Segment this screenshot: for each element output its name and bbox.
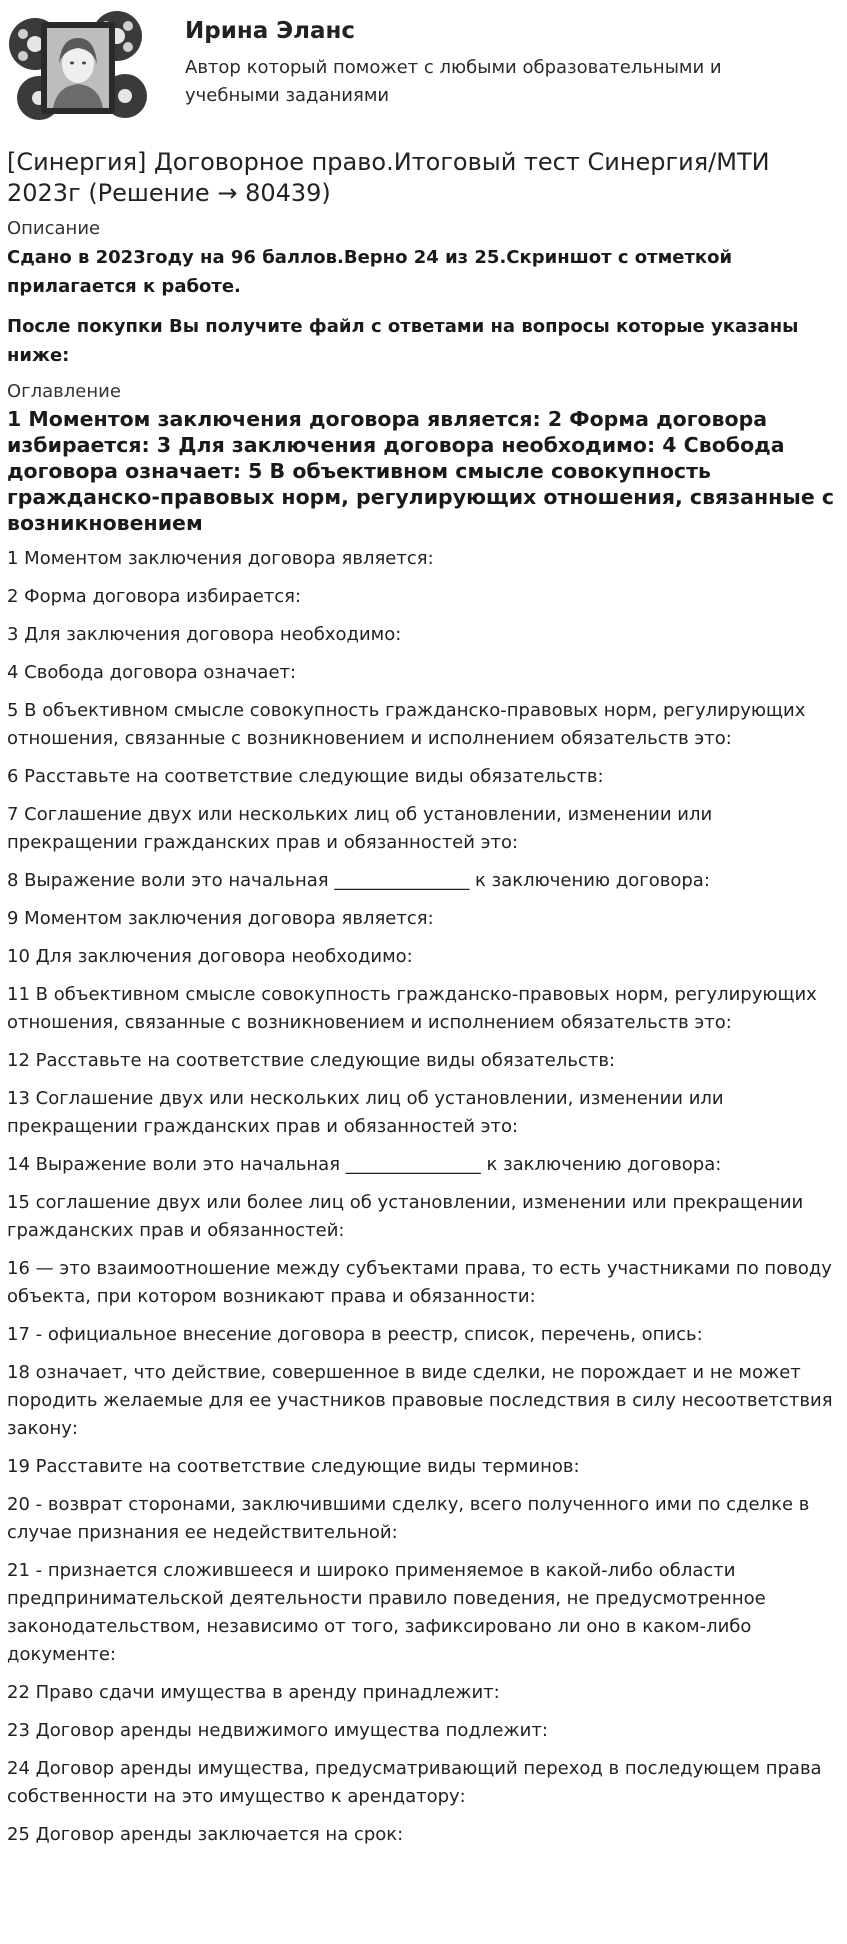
- question-list: [7, 545, 839, 1849]
- list-item: 17 - официальное внесение договора в реестр, список, перечень, опись:: [7, 1324, 703, 1345]
- description-label: Описание: [7, 218, 101, 239]
- list-item: 13 Соглашение двух или нескольких лиц об установлении, изменении или прекращении гражданских прав и обязанностей это:: [7, 1088, 724, 1137]
- list-item: 12 Расставьте на соответствие следующие виды обязательств:: [7, 1050, 616, 1071]
- avatar-photo-icon: [7, 6, 147, 124]
- list-item: 9 Моментом заключения договора является:: [7, 908, 434, 929]
- list-item: 7 Соглашение двух или нескольких лиц об установлении, изменении или прекращении гражданских прав и обязанностей это:: [7, 804, 713, 853]
- list-item: 5 В объективном смысле совокупность гражданско-правовых норм, регулирующих отношения, связанные с возникновением и исполнением обязательств это:: [7, 700, 806, 749]
- avatar[interactable]: [7, 6, 147, 124]
- author-description: Автор который поможет с любыми образовательными и учебными заданиями: [185, 57, 722, 106]
- list-item: 25 Договор аренды заключается на срок:: [7, 1824, 404, 1845]
- list-item: 23 Договор аренды недвижимого имущества подлежит:: [7, 1720, 548, 1741]
- product-content: [7, 147, 839, 1859]
- list-item: 11 В объективном смысле совокупность гражданско-правовых норм, регулирующих отношения, связанные с возникновением и исполнением обязательств это:: [7, 984, 817, 1033]
- list-item: 4 Свобода договора означает:: [7, 662, 297, 683]
- page-title: [Синергия] Договорное право.Итоговый тест Синергия/МТИ 2023г (Решение → 80439): [7, 148, 770, 207]
- toc-summary: 1 Моментом заключения договора является: 2 Форма договора избирается: 3 Для заключения договора необходимо: 4 Свобода договора означает: 5 В объективном смысле совокупность гражданско-правовых норм, регулирующих отношения, связанные с возникновением: [7, 407, 835, 535]
- description-paragraph: После покупки Вы получите файл с ответами на вопросы которые указаны ниже:: [7, 316, 799, 366]
- list-item: 2 Форма договора избирается:: [7, 586, 302, 607]
- list-item: 6 Расставьте на соответствие следующие виды обязательств:: [7, 766, 604, 787]
- list-item: 1 Моментом заключения договора является:: [7, 548, 434, 569]
- list-item: 16 — это взаимоотношение между субъектами права, то есть участниками по поводу объекта, при котором возникают права и обязанности:: [7, 1258, 832, 1307]
- list-item: 22 Право сдачи имущества в аренду принадлежит:: [7, 1682, 500, 1703]
- list-item: 10 Для заключения договора необходимо:: [7, 946, 413, 967]
- list-item: 14 Выражение воли это начальная _______________ к заключению договора:: [7, 1154, 722, 1175]
- list-item: 21 - признается сложившееся и широко применяемое в какой-либо области предпринимательской деятельности правило поведения, не предусмотренное законодательством, независимо от того, зафиксировано ли оно в каком-либо документе:: [7, 1560, 766, 1665]
- list-item: 18 означает, что действие, совершенное в виде сделки, не порождает и не может породить желаемые для ее участников правовые последствия в силу несоответствия закону:: [7, 1362, 833, 1439]
- list-item: 8 Выражение воли это начальная _______________ к заключению договора:: [7, 870, 710, 891]
- list-item: 19 Расставите на соответствие следующие виды терминов:: [7, 1456, 580, 1477]
- list-item: 20 - возврат сторонами, заключившими сделку, всего полученного ими по сделке в случае признания ее недействительной:: [7, 1494, 810, 1543]
- author-name[interactable]: Ирина Эланс: [185, 18, 356, 44]
- description-paragraph: Сдано в 2023году на 96 баллов.Верно 24 из 25.Скриншот с отметкой прилагается к работе.: [7, 247, 733, 297]
- list-item: 24 Договор аренды имущества, предусматривающий переход в последующем права собственности на это имущество к арендатору:: [7, 1758, 822, 1807]
- author-card: [7, 6, 837, 126]
- list-item: 15 соглашение двух или более лиц об установлении, изменении или прекращении гражданских прав и обязанностей:: [7, 1192, 804, 1241]
- list-item: 3 Для заключения договора необходимо:: [7, 624, 402, 645]
- toc-label: Оглавление: [7, 381, 121, 402]
